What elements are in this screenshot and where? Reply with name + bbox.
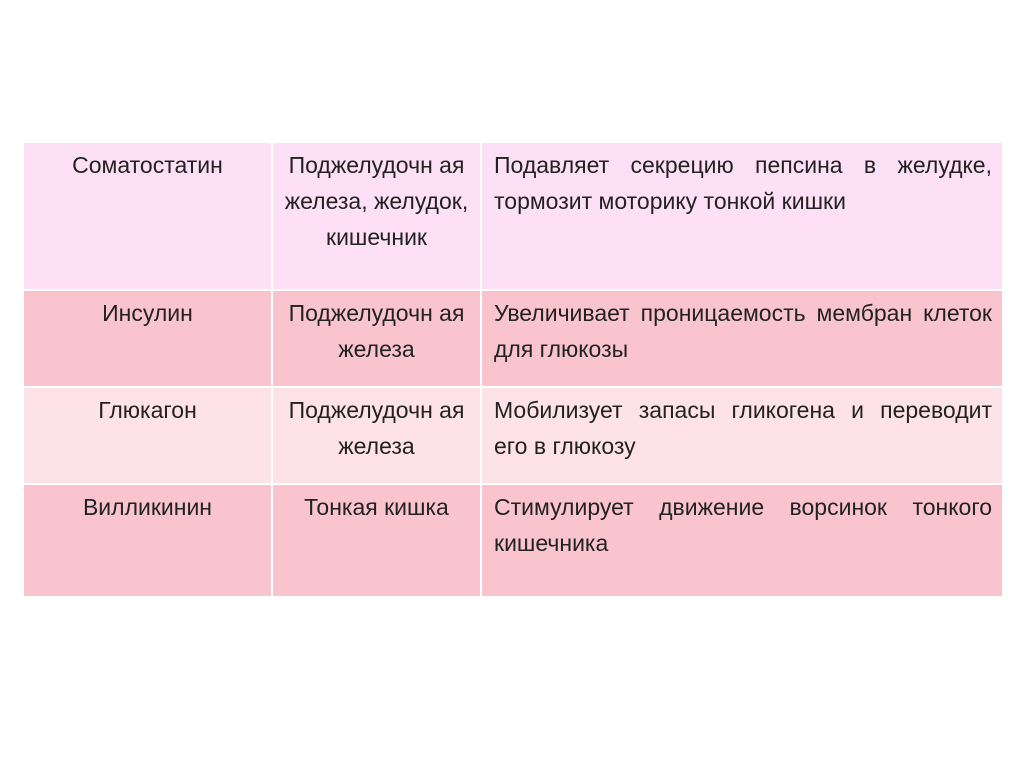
hormone-effect-cell: Подавляет секрецию пепсина в желудке, тормозит моторику тонкой кишки [481,142,1003,290]
hormone-name-cell: Соматостатин [23,142,272,290]
hormone-table [22,141,1004,598]
hormone-origin-cell: Тонкая кишка [272,484,481,597]
hormone-name-cell: Глюкагон [23,387,272,484]
hormone-effect-cell: Мобилизует запасы гликогена и переводит его в глюкозу [481,387,1003,484]
hormone-effect-cell: Увеличивает проницаемость мембран клеток для глюкозы [481,290,1003,387]
hormone-effect-cell: Стимулирует движение ворсинок тонкого кишечника [481,484,1003,597]
hormone-origin-cell: Поджелудочн ая железа [272,387,481,484]
hormone-name-cell: Вилликинин [23,484,272,597]
table-row [23,387,1003,484]
table-row [23,142,1003,290]
table-row [23,484,1003,597]
hormone-name-cell: Инсулин [23,290,272,387]
table-row [23,290,1003,387]
hormone-origin-cell: Поджелудочн ая железа [272,290,481,387]
hormone-origin-cell: Поджелудочн ая железа, желудок, кишечник [272,142,481,290]
